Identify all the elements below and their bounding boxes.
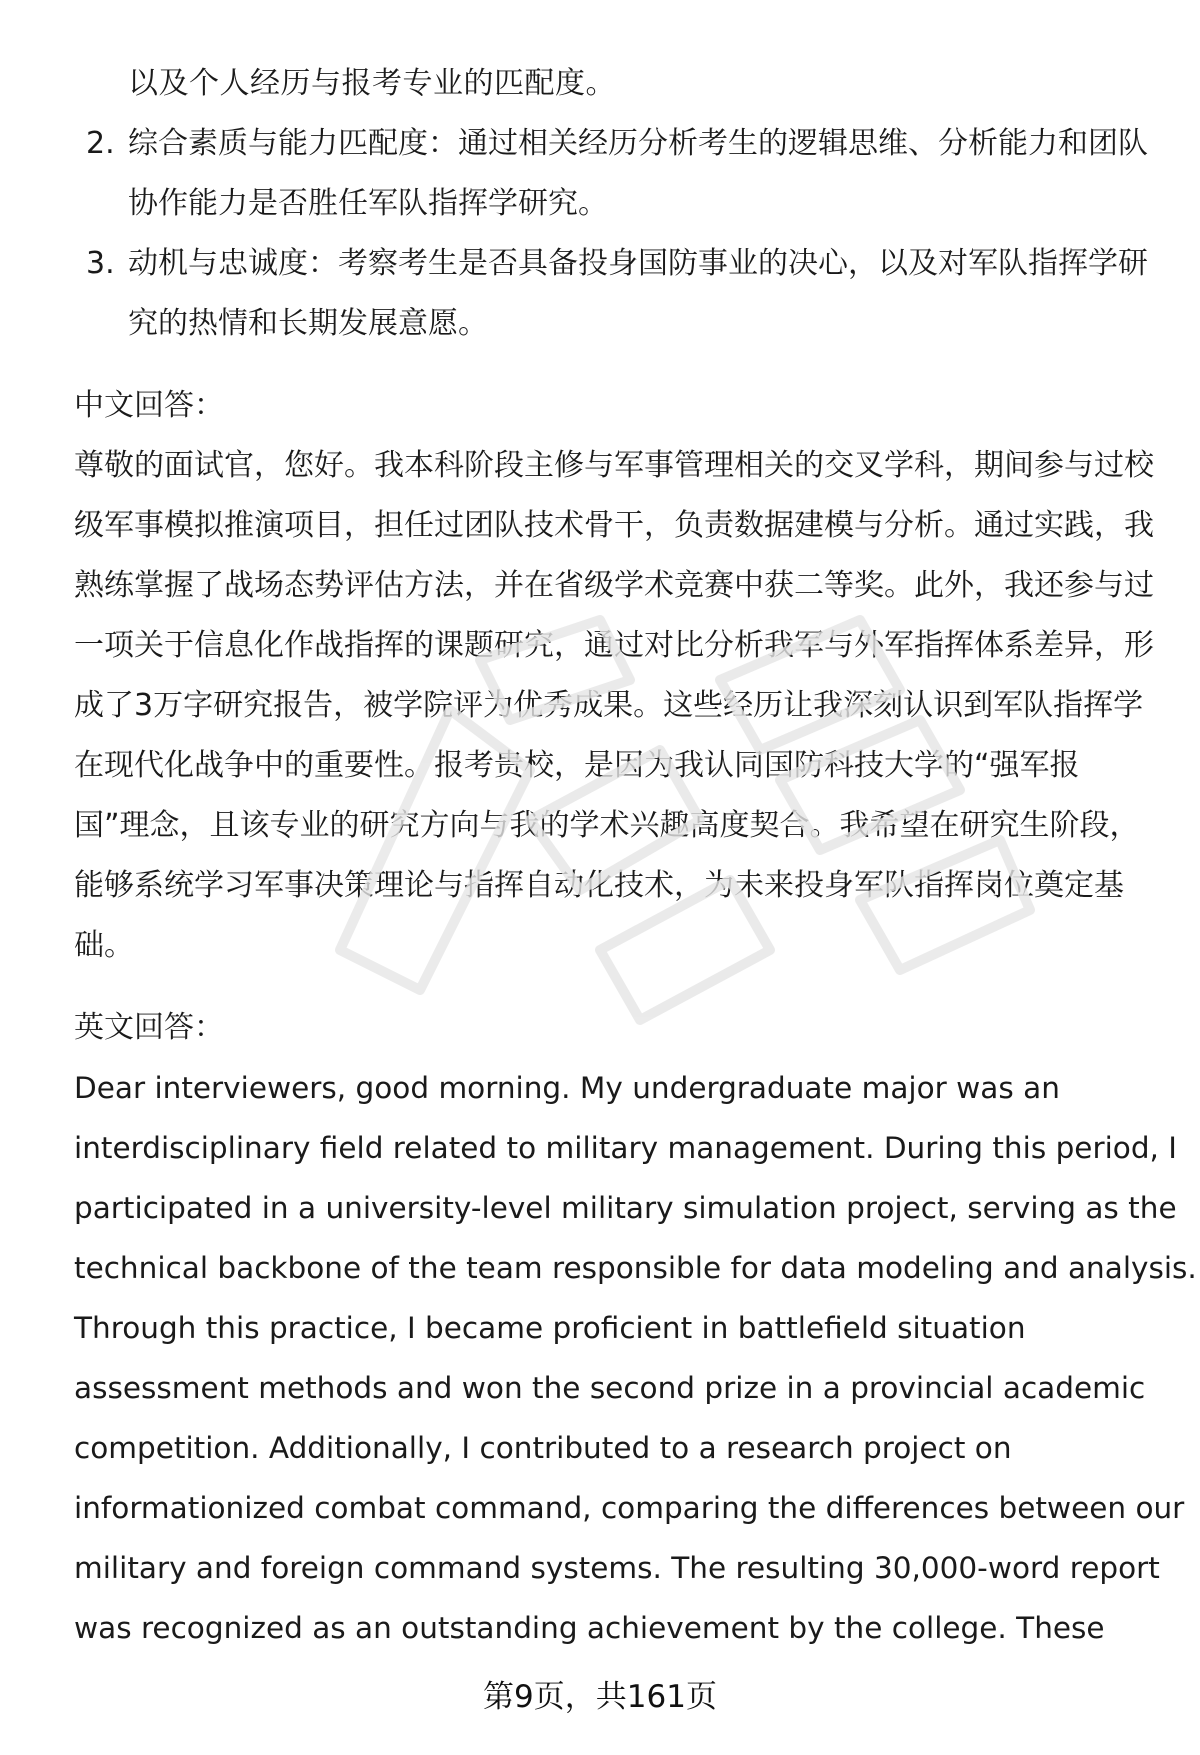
paragraph-line: interdisciplinary field related to military management. During this period, I	[74, 1131, 1177, 1165]
paragraph-line: 础。	[74, 928, 134, 963]
paragraph-line: assessment methods and won the second prize in a provincial academic	[74, 1371, 1146, 1405]
paragraph-line: competition. Additionally, I contributed to a research project on	[74, 1431, 1012, 1465]
english-answer-paragraph	[74, 1058, 1197, 1658]
paragraph-line: was recognized as an outstanding achievement by the college. These	[74, 1611, 1105, 1645]
document-page	[74, 54, 1197, 1658]
paragraph-line: Through this practice, I became proficient in battlefield situation	[74, 1311, 1026, 1345]
paragraph-line: military and foreign command systems. The resulting 30,000-word report	[74, 1551, 1160, 1585]
paragraph-line: technical backbone of the team responsible for data modeling and analysis.	[74, 1251, 1197, 1285]
list-line: 协作能力是否胜任军队指挥学研究。	[128, 186, 608, 221]
list-line: 究的热情和长期发展意愿。	[128, 306, 488, 341]
list-item-2	[74, 114, 1154, 234]
paragraph-line: 一项关于信息化作战指挥的课题研究，通过对比分析我军与外军指挥体系差异，形	[74, 628, 1154, 663]
paragraph-line: Dear interviewers, good morning. My undergraduate major was an	[74, 1071, 1060, 1105]
paragraph-line: 级军事模拟推演项目，担任过团队技术骨干，负责数据建模与分析。通过实践，我	[74, 508, 1154, 543]
paragraph-line: 成了3万字研究报告，被学院评为优秀成果。这些经历让我深刻认识到军队指挥学	[74, 688, 1144, 723]
paragraph-line: 在现代化战争中的重要性。报考贵校，是因为我认同国防科技大学的“强军报	[74, 748, 1080, 783]
paragraph-line: 尊敬的面试官，您好。我本科阶段主修与军事管理相关的交叉学科，期间参与过校	[74, 448, 1154, 483]
english-answer-label: 英文回答：	[74, 1010, 224, 1045]
list-item-1-continuation: 以及个人经历与报考专业的匹配度。	[128, 66, 616, 101]
chinese-answer-paragraph	[74, 436, 1154, 976]
page-number-footer: 第9页，共161页	[483, 1679, 717, 1715]
chinese-answer-label: 中文回答：	[74, 388, 224, 423]
paragraph-line: informationized combat command, comparing the differences between our	[74, 1491, 1185, 1525]
list-number: 3.	[86, 246, 115, 281]
paragraph-line: 熟练掌握了战场态势评估方法，并在省级学术竞赛中获二等奖。此外，我还参与过	[74, 568, 1154, 603]
list-item-3	[74, 234, 1154, 354]
paragraph-line: participated in a university-level military simulation project, serving as the	[74, 1191, 1177, 1225]
list-number: 2.	[86, 126, 115, 161]
paragraph-line: 国”理念，且该专业的研究方向与我的学术兴趣高度契合。我希望在研究生阶段，	[74, 808, 1140, 843]
paragraph-line: 能够系统学习军事决策理论与指挥自动化技术，为未来投身军队指挥岗位奠定基	[74, 868, 1124, 903]
list-line: 综合素质与能力匹配度：通过相关经历分析考生的逻辑思维、分析能力和团队	[128, 126, 1148, 161]
list-line: 动机与忠诚度：考察考生是否具备投身国防事业的决心，以及对军队指挥学研	[128, 246, 1148, 281]
